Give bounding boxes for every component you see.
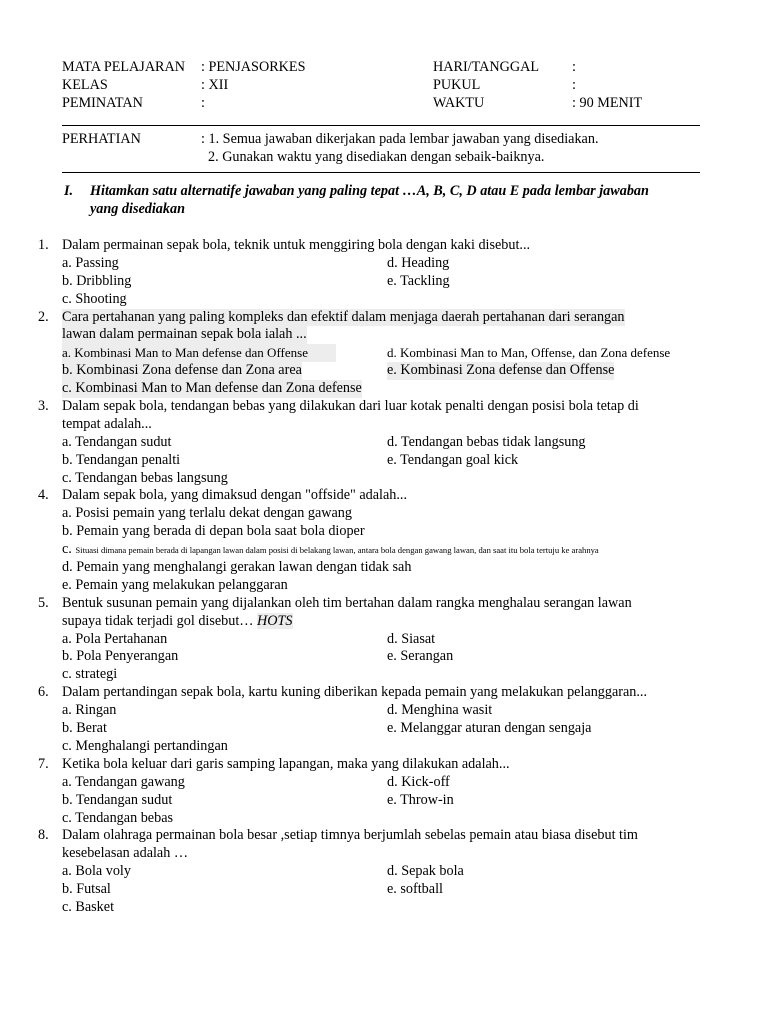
hots-tag: HOTS — [257, 612, 293, 629]
question-line — [0, 309, 768, 327]
option-e: e. Pemain yang melakukan pelanggaran — [62, 576, 288, 593]
option-c: c. Shooting — [62, 290, 127, 307]
option-c: c. Menghalangi pertandingan — [62, 737, 228, 754]
option-row — [0, 470, 768, 488]
option-d: d. Kick-off — [387, 773, 450, 790]
time-label: PUKUL — [433, 77, 481, 93]
question-number: 2. — [38, 308, 49, 325]
header-row — [62, 58, 702, 76]
subject-label: MATA PELAJARAN — [62, 59, 186, 75]
option-row — [0, 666, 768, 684]
option-row — [0, 881, 768, 899]
section-text-line: yang disediakan — [90, 201, 185, 217]
question-text: Dalam pertandingan sepak bola, kartu kuning diberikan kepada pemain yang melakukan pelanggaran... — [62, 684, 648, 701]
option-c: c. Tendangan bebas langsung — [62, 469, 228, 486]
option-c — [62, 541, 599, 560]
option-a: a. Tendangan gawang — [62, 773, 185, 790]
question-text: Bentuk susunan pemain yang dijalankan oleh tim bertahan dalam rangka menghalau serangan lawan — [62, 594, 632, 611]
option-row — [0, 291, 768, 309]
option-row — [0, 362, 768, 380]
duration-label: WAKTU — [433, 95, 485, 111]
option-a: a. Tendangan sudut — [62, 433, 172, 450]
option-d: d. Siasat — [387, 630, 436, 647]
option-row — [0, 523, 768, 541]
question-text: kesebelasan adalah … — [62, 845, 189, 862]
question-text: Dalam sepak bola, tendangan bebas yang dilakukan dari luar kotak penalti dengan posisi bola tetap di — [62, 398, 639, 415]
attention-line-2: 2. Gunakan waktu yang disediakan dengan sebaik-baiknya. — [208, 149, 545, 165]
attention-block — [62, 130, 702, 166]
section-text — [90, 182, 702, 218]
exam-header — [62, 58, 702, 112]
option-row — [0, 452, 768, 470]
option-row — [0, 434, 768, 452]
question-text: tempat adalah... — [62, 415, 152, 432]
option-row — [0, 559, 768, 577]
question-list — [0, 237, 768, 917]
option-e: e. Kombinasi Zona defense dan Offense — [387, 362, 615, 379]
question-text: Dalam permainan sepak bola, teknik untuk menggiring bola dengan kaki disebut... — [62, 237, 531, 253]
section-text-line: Hitamkan satu alternatife jawaban yang paling tepat …A, B, C, D atau E pada lembar jawaban — [90, 183, 649, 199]
option-row — [0, 810, 768, 828]
option-e: e. Melanggar aturan dengan sengaja — [387, 720, 592, 737]
option-row — [0, 792, 768, 810]
option-row — [0, 273, 768, 291]
question-number: 1. — [38, 237, 49, 253]
option-e: e. Serangan — [387, 648, 454, 665]
question-line — [0, 398, 768, 416]
attention-label: PERHATIAN — [62, 131, 141, 147]
option-b: b. Tendangan sudut — [62, 791, 173, 808]
option-row — [0, 541, 768, 559]
subject-value: : PENJASORKES — [201, 59, 306, 75]
attention-line-1: : 1. Semua jawaban dikerjakan pada lembar jawaban yang disediakan. — [201, 131, 599, 147]
duration-value: : 90 MENIT — [572, 95, 643, 111]
attention-row — [62, 130, 702, 148]
option-row — [0, 863, 768, 881]
date-label: HARI/TANGGAL — [433, 59, 540, 75]
option-row — [0, 720, 768, 738]
time-value: : — [572, 77, 576, 93]
option-c: c. strategi — [62, 666, 118, 683]
option-e: e. Tackling — [387, 272, 450, 289]
section-number: I. — [64, 183, 74, 199]
option-a: a. Kombinasi Man to Man defense dan Offense — [62, 344, 336, 362]
header-row — [62, 94, 702, 112]
question-number: 4. — [38, 487, 49, 504]
date-value: : — [572, 59, 576, 75]
option-row — [0, 505, 768, 523]
option-d: d. Pemain yang menghalangi gerakan lawan dengan tidak sah — [62, 559, 412, 576]
option-row — [0, 648, 768, 666]
question-line — [0, 487, 768, 505]
option-d: d. Tendangan bebas tidak langsung — [387, 433, 586, 450]
option-row — [0, 774, 768, 792]
divider-top — [62, 125, 700, 126]
option-row — [0, 738, 768, 756]
question-text-part: supaya tidak terjadi gol disebut… — [62, 612, 254, 629]
option-a: a. Passing — [62, 254, 119, 271]
option-c: c. Kombinasi Man to Man defense dan Zona defense — [62, 380, 362, 397]
option-c: c. Basket — [62, 898, 115, 915]
question-line — [0, 845, 768, 863]
question-number: 5. — [38, 594, 49, 611]
question-text: Dalam olahraga permainan bola besar ,setiap timnya berjumlah sebelas pemain atau biasa disebut tim — [62, 827, 638, 844]
option-c-text: Situasi dimana pemain berada di lapangan lawan dalam posisi di belakang lawan, antara bola dengan gawang lawan, dan saat itu bola tertuju ke arahnya — [75, 545, 599, 556]
question-line — [0, 684, 768, 702]
option-b: b. Dribbling — [62, 272, 132, 289]
option-c-letter: c. — [62, 541, 72, 558]
question-line — [0, 827, 768, 845]
option-e: e. Tendangan goal kick — [387, 451, 519, 468]
question-text: Ketika bola keluar dari garis samping lapangan, maka yang dilakukan adalah... — [62, 755, 510, 772]
option-d: d. Heading — [387, 254, 450, 271]
class-label: KELAS — [62, 77, 108, 93]
option-a: a. Posisi pemain yang terlalu dekat dengan gawang — [62, 505, 352, 522]
option-row — [0, 702, 768, 720]
question-line — [0, 756, 768, 774]
option-d: d. Sepak bola — [387, 863, 464, 880]
question-number: 8. — [38, 827, 49, 844]
option-d: d. Menghina wasit — [387, 702, 493, 719]
option-a: a. Ringan — [62, 702, 117, 719]
header-row — [62, 76, 702, 94]
question-line — [0, 595, 768, 613]
option-row — [0, 255, 768, 273]
question-line — [0, 416, 768, 434]
option-c: c. Tendangan bebas — [62, 809, 174, 826]
question-line — [0, 613, 768, 631]
question-number: 6. — [38, 684, 49, 701]
option-a: a. Bola voly — [62, 863, 131, 880]
question-line — [0, 326, 768, 344]
option-b: b. Futsal — [62, 881, 111, 898]
option-row — [0, 380, 768, 398]
question-text: Dalam sepak bola, yang dimaksud dengan "offside" adalah... — [62, 487, 408, 504]
question-text — [62, 613, 293, 631]
question-text: lawan dalam permainan sepak bola ialah ... — [62, 326, 307, 343]
attention-row — [62, 148, 702, 166]
option-b: b. Berat — [62, 720, 107, 737]
option-b: b. Pemain yang berada di depan bola saat bola dioper — [62, 523, 365, 540]
option-b: b. Pola Penyerangan — [62, 648, 179, 665]
option-b: b. Kombinasi Zona defense dan Zona area — [62, 362, 302, 379]
option-row — [0, 344, 768, 362]
option-a: a. Pola Pertahanan — [62, 630, 168, 647]
option-e: e. Throw-in — [387, 791, 454, 808]
option-b: b. Tendangan penalti — [62, 451, 181, 468]
divider-bottom — [62, 172, 700, 173]
question-text: Cara pertahanan yang paling kompleks dan efektif dalam menjaga daerah pertahanan dari serangan — [62, 308, 625, 325]
question-number: 3. — [38, 398, 49, 415]
question-number: 7. — [38, 755, 49, 772]
option-d: d. Kombinasi Man to Man, Offense, dan Zona defense — [387, 345, 671, 361]
question-line — [0, 237, 768, 255]
option-row — [0, 577, 768, 595]
option-row — [0, 899, 768, 917]
option-row — [0, 631, 768, 649]
option-e: e. softball — [387, 881, 443, 898]
specialization-value: : — [201, 95, 205, 111]
class-value: : XII — [201, 77, 229, 93]
specialization-label: PEMINATAN — [62, 95, 143, 111]
